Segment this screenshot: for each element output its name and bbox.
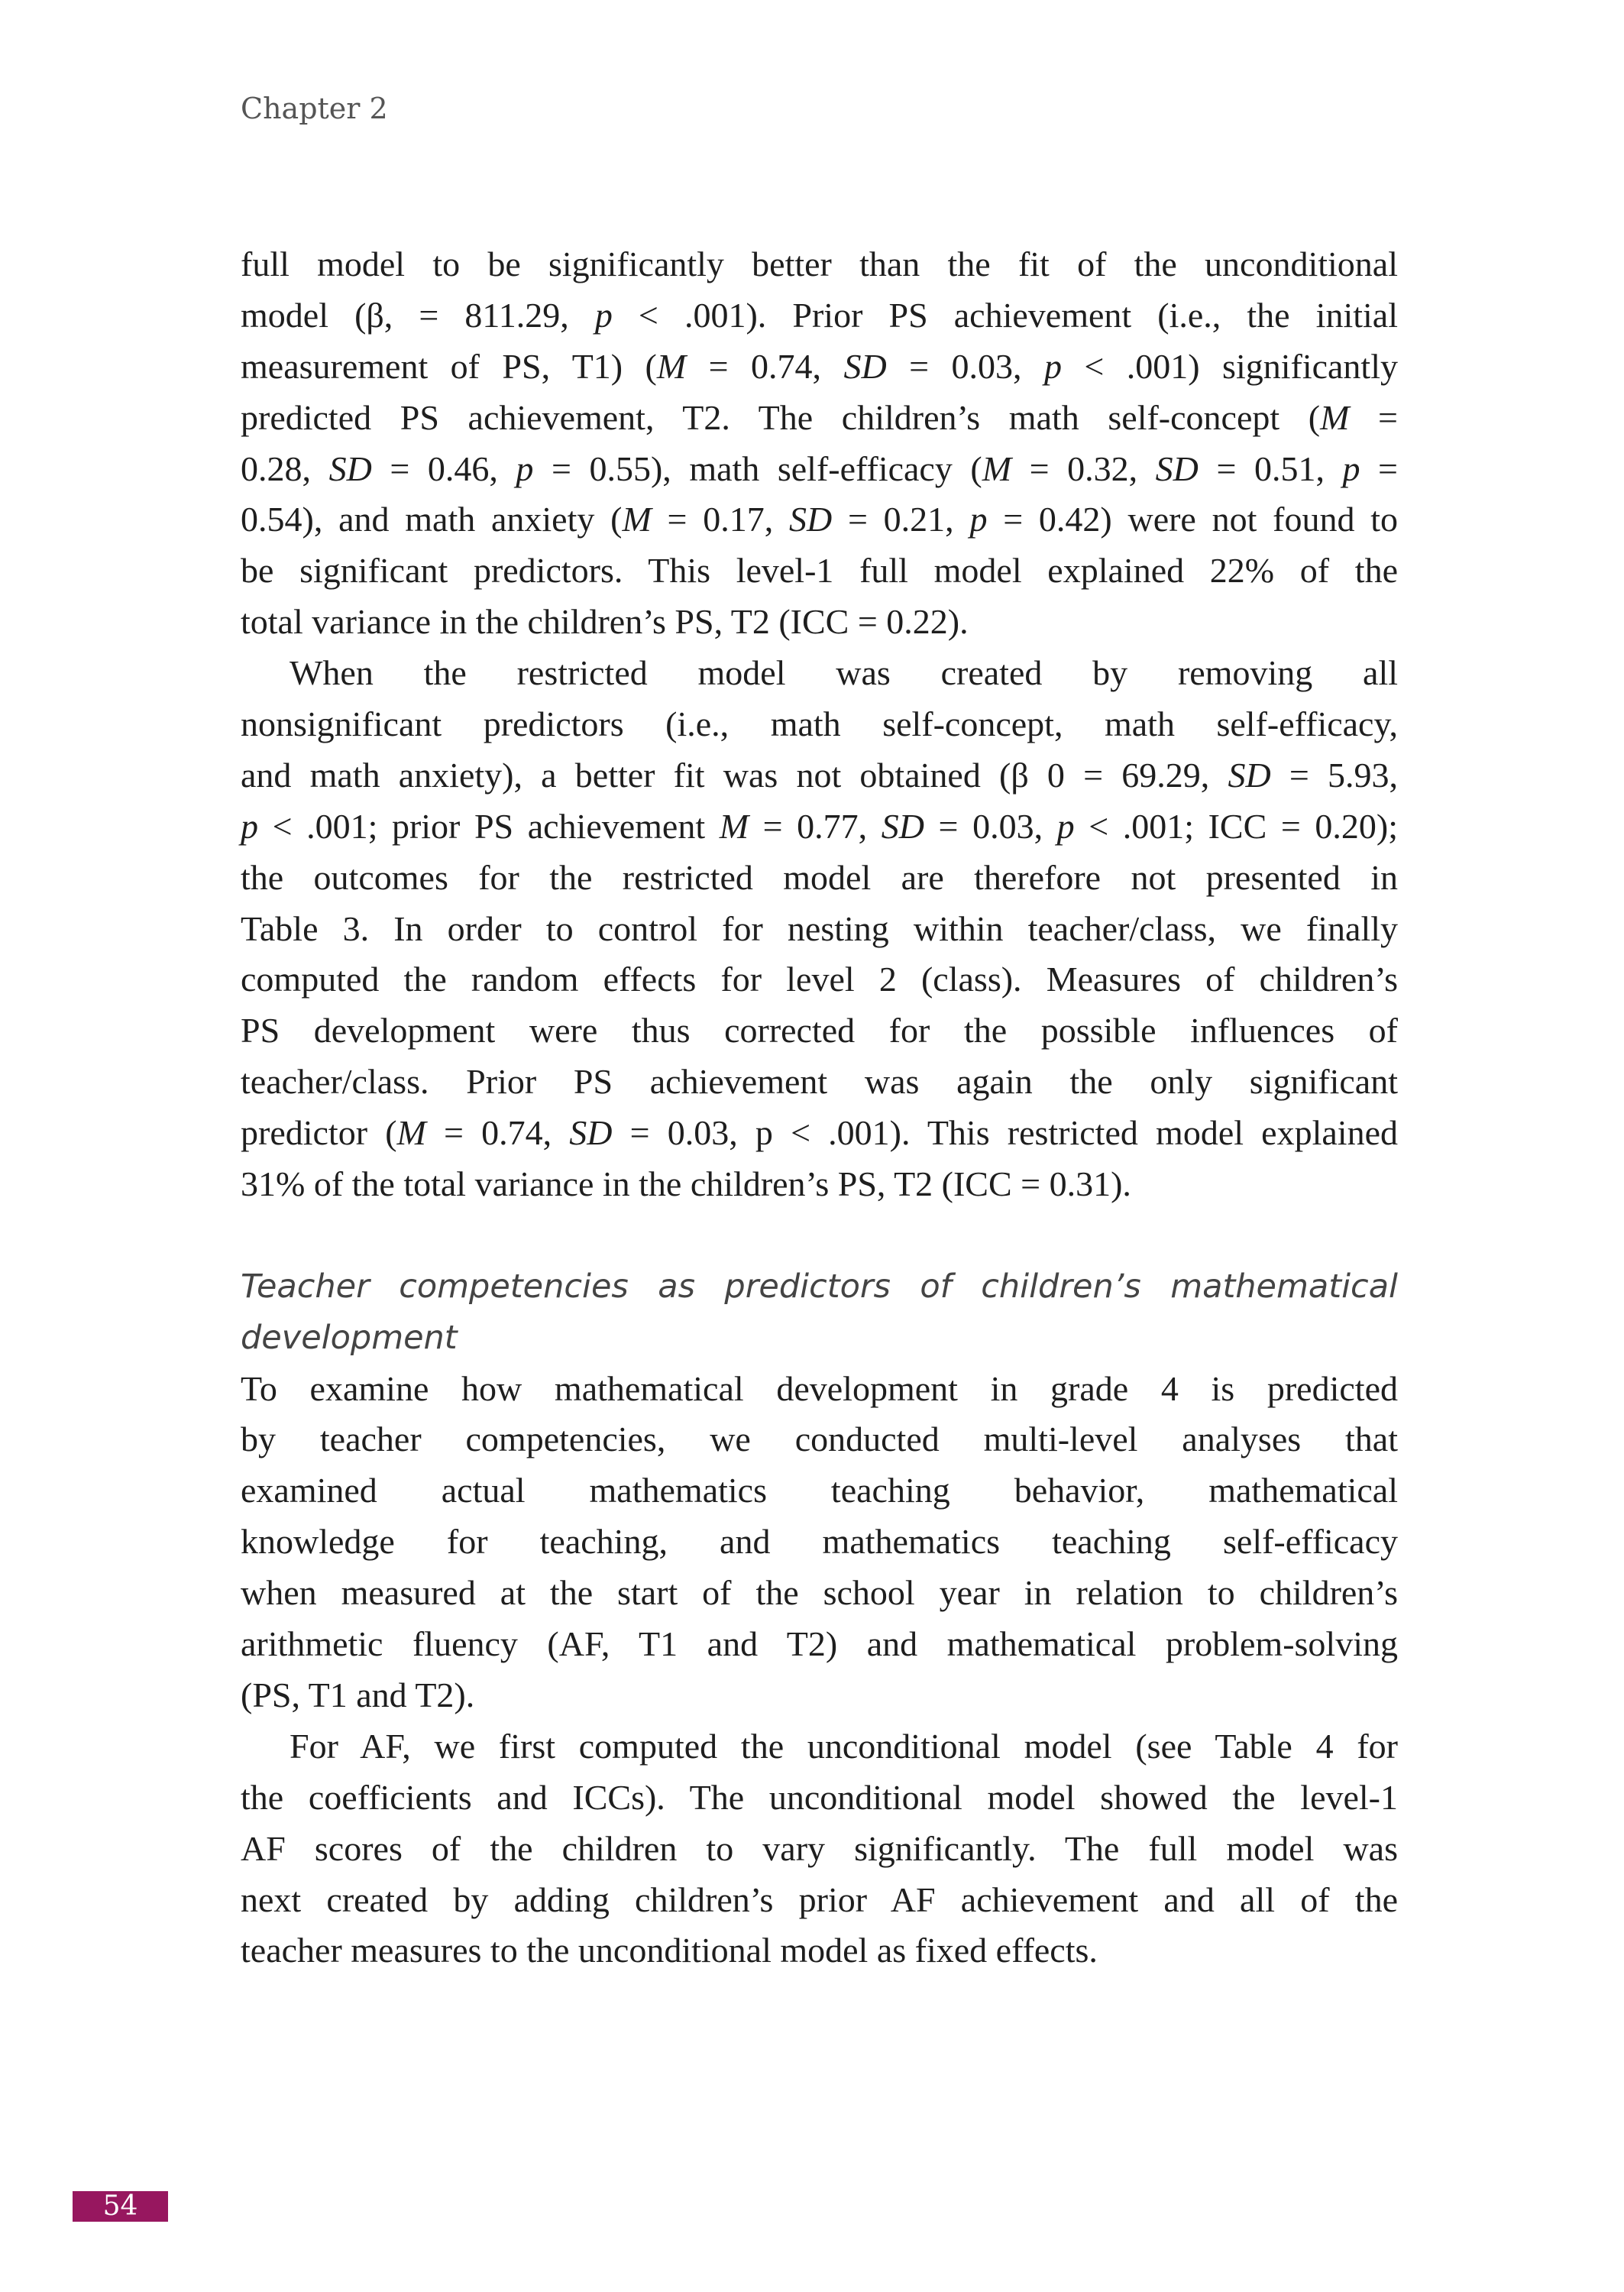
text-segment: development [241, 1318, 458, 1357]
text-line [241, 393, 1398, 444]
text-segment: Table 3. In order to control for nesting within teacher/class, we finally [241, 908, 1398, 948]
italic-symbol: SD [789, 500, 833, 539]
text-segment: measurement of PS, T1) ( [241, 346, 657, 386]
italic-symbol: SD [1155, 448, 1199, 488]
text-line [241, 1568, 1398, 1619]
text-line [241, 1619, 1398, 1670]
text-segment: < .001) significantly [1061, 346, 1398, 386]
text-segment: PS development were thus corrected for the possible influences of [241, 1011, 1398, 1050]
text-segment: = 0.03, p < .001). This restricted model explained [612, 1113, 1398, 1153]
text-line [241, 1670, 1398, 1721]
text-segment: the outcomes for the restricted model are therefore not presented in [241, 857, 1398, 897]
italic-symbol: SD [328, 448, 372, 488]
text-segment: and math anxiety), a better fit was not obtained (β 0 = 69.29, [241, 755, 1228, 795]
text-line [241, 1517, 1398, 1568]
text-segment: full model to be significantly better than the fit of the unconditional [241, 244, 1398, 283]
text-line [241, 545, 1398, 597]
text-segment: 0.28, [241, 448, 329, 488]
text-line [241, 1465, 1398, 1517]
italic-symbol: SD [881, 806, 924, 846]
text-segment: Teacher competencies as predictors of children’s mathematical [241, 1267, 1398, 1306]
italic-symbol: M [396, 1113, 426, 1153]
italic-symbol: M [719, 806, 749, 846]
text-line [241, 239, 1398, 290]
text-segment: (PS, T1 and T2). [241, 1675, 475, 1714]
text-segment: when measured at the start of the school year in relation to children’s [241, 1573, 1398, 1613]
text-line [241, 597, 1398, 648]
text-segment: 31% of the total variance in the children’s PS, T2 (ICC = 0.31). [241, 1164, 1131, 1204]
text-line [241, 1772, 1398, 1824]
text-line [241, 342, 1398, 393]
text-segment: < .001; ICC = 0.20); [1074, 806, 1398, 846]
text-segment: nonsignificant predictors (i.e., math self-concept, math self-efficacy, [241, 704, 1398, 744]
text-segment: < .001). Prior PS achievement (i.e., the initial [612, 295, 1398, 335]
text-segment: 0.54), and math anxiety ( [241, 500, 623, 539]
text-segment: predicted PS achievement, T2. The children’s math self-concept ( [241, 397, 1321, 437]
text-line [241, 904, 1398, 955]
text-segment: To examine how mathematical development in grade 4 is predicted [241, 1368, 1398, 1408]
text-segment: = 0.46, [371, 448, 516, 488]
italic-symbol: p [969, 500, 988, 539]
text-line [241, 1364, 1398, 1415]
text-segment: computed the random effects for level 2 (class). Measures of children’s [241, 960, 1398, 999]
text-segment: = 0.03, [886, 346, 1044, 386]
text-line [241, 1414, 1398, 1465]
text-segment: examined actual mathematics teaching behavior, mathematical [241, 1471, 1398, 1510]
text-segment: = 0.74, [425, 1113, 570, 1153]
text-segment: = 0.55), math self-efficacy ( [533, 448, 982, 488]
italic-symbol: M [982, 448, 1012, 488]
text-segment: teacher measures to the unconditional model as fixed effects. [241, 1931, 1098, 1970]
text-segment: = [1349, 397, 1398, 437]
italic-symbol: p [241, 806, 258, 846]
text-segment: = 0.51, [1198, 448, 1343, 488]
italic-symbol: SD [569, 1113, 613, 1153]
text-line [241, 801, 1398, 853]
text-line [241, 444, 1398, 495]
text-segment: = 5.93, [1270, 755, 1398, 795]
text-line [241, 1721, 1398, 1772]
italic-symbol: p [1043, 346, 1062, 386]
italic-symbol: p [1342, 448, 1360, 488]
text-line [241, 494, 1398, 545]
italic-symbol: M [656, 346, 687, 386]
blank-line [241, 1210, 1398, 1261]
text-line [241, 290, 1398, 342]
text-segment: When the restricted model was created by removing all [290, 653, 1398, 693]
text-line [241, 1057, 1398, 1108]
text-segment: teacher/class. Prior PS achievement was again the only significant [241, 1062, 1398, 1102]
text-segment: < .001; prior PS achievement [258, 806, 720, 846]
text-line [241, 853, 1398, 904]
text-line [241, 1875, 1398, 1926]
text-line [241, 1159, 1398, 1210]
text-line [241, 1824, 1398, 1875]
text-line [241, 1108, 1398, 1159]
text-line [241, 954, 1398, 1005]
italic-symbol: p [1056, 806, 1075, 846]
text-segment: = 0.17, [651, 500, 789, 539]
text-segment: arithmetic fluency (AF, T1 and T2) and mathematical problem-solving [241, 1624, 1398, 1664]
text-segment: next created by adding children’s prior AF achievement and all of the [241, 1879, 1398, 1919]
italic-symbol: p [594, 295, 613, 335]
text-line [241, 750, 1398, 801]
text-line [241, 1925, 1398, 1976]
text-segment: = 0.03, [924, 806, 1057, 846]
text-segment: AF scores of the children to vary significantly. The full model was [241, 1828, 1398, 1868]
text-segment: total variance in the children’s PS, T2 (ICC = 0.22). [241, 602, 969, 642]
running-head: Chapter 2 [241, 92, 388, 125]
section-heading-line [241, 1313, 1398, 1364]
text-segment: = 0.32, [1011, 448, 1156, 488]
text-segment: = 0.77, [749, 806, 882, 846]
text-segment: model (β, = 811.29, [241, 295, 595, 335]
italic-symbol: M [1320, 397, 1350, 437]
text-segment: the coefficients and ICCs). The unconditional model showed the level-1 [241, 1777, 1398, 1817]
text-line [241, 699, 1398, 750]
text-segment: by teacher competencies, we conducted multi-level analyses that [241, 1420, 1398, 1459]
text-segment: predictor ( [241, 1113, 397, 1153]
text-segment: = [1360, 448, 1398, 488]
page-number: 54 [73, 2191, 168, 2222]
text-segment: knowledge for teaching, and mathematics teaching self-efficacy [241, 1522, 1398, 1562]
section-heading-line [241, 1261, 1398, 1313]
text-segment: For AF, we first computed the unconditional model (see Table 4 for [290, 1726, 1398, 1766]
text-segment: = 0.21, [832, 500, 970, 539]
italic-symbol: SD [1228, 755, 1271, 795]
text-segment: be significant predictors. This level-1 full model explained 22% of the [241, 551, 1398, 591]
italic-symbol: M [622, 500, 652, 539]
text-segment: = 0.42) were not found to [987, 500, 1398, 539]
italic-symbol: SD [843, 346, 887, 386]
text-line [241, 1005, 1398, 1057]
text-segment: = 0.74, [686, 346, 844, 386]
italic-symbol: p [516, 448, 534, 488]
body-text [241, 239, 1398, 1976]
text-line [241, 648, 1398, 699]
